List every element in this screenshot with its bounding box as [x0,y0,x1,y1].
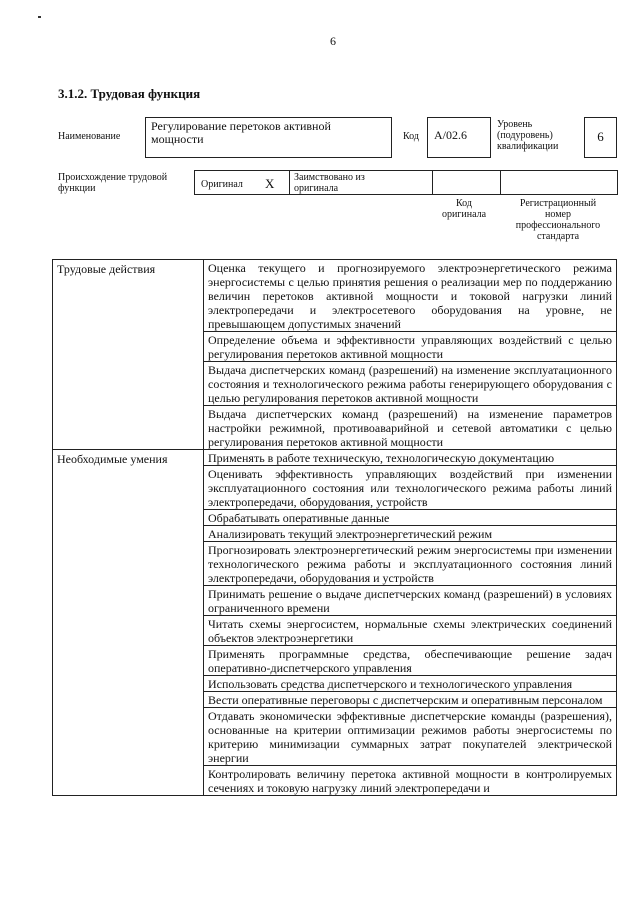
list-item: Применять в работе техническую, технологическую документацию [204,450,616,466]
level-label: Уровень (подуровень) квалификации [497,119,559,152]
origin-row [194,170,618,195]
list-item: Выдача диспетчерских команд (разрешений) на изменение параметров настройки режимной, противоаварийной и сетевой автоматики с целью регулирования перетоков активной мощности [208,407,612,449]
origin-reg-cell [501,171,617,194]
code-label: Код [403,131,419,142]
original-label: Оригинал [201,179,243,190]
code-caption: Код оригинала [441,198,487,220]
origin-label: Происхождение трудовой функции [58,172,168,194]
section-items [204,260,617,450]
list-item: Использовать средства диспетчерского и технологического управления [204,676,616,692]
section-row-skills [53,450,617,796]
origin-original-cell [195,171,290,194]
origin-borrowed-cell [290,171,433,194]
list-item: Прогнозировать электроэнергетический режим энергосистемы при изменении технологического режима работы и эксплуатационного состояния линий электропередачи, оборудования и устройств [204,542,616,586]
list-item: Принимать решение о выдаче диспетчерских команд (разрешений) в условиях ограниченного времени [204,586,616,616]
section-items [204,450,617,796]
list-item: Читать схемы энергосистем, нормальные схемы электрических соединений объектов электроэнергетики [204,616,616,646]
list-item: Обрабатывать оперативные данные [204,510,616,526]
list-item: Анализировать текущий электроэнергетический режим [204,526,616,542]
page-number: 6 [330,34,336,48]
list-item: Вести оперативные переговоры с диспетчерским и оперативным персоналом [204,692,616,708]
name-label: Наименование [58,131,121,142]
labor-function-table [52,259,617,796]
reg-caption: Регистрационный номер профессионального стандарта [515,198,601,242]
borrowed-label: Заимствовано из оригинала [294,172,365,194]
section-category: Необходимые умения [53,450,204,796]
scan-speck [38,16,41,18]
list-item: Выдача диспетчерских команд (разрешений) на изменение эксплуатационного состояния и технологического режима работы генерирующего оборудования с целью регулирования перетоков активной мощности [204,362,616,406]
section-category: Трудовые действия [53,260,204,450]
code-value: A/02.6 [427,117,491,158]
list-item: Оценка текущего и прогнозируемого электроэнергетического режима энергосистемы с целью принятия решения о реализации мер по поддержанию величин перетоков активной мощности и токовой нагрузки линий электропередачи и электросетевого оборудования на уровне, не превышающем допустимых значений [204,260,616,332]
list-item: Отдавать экономически эффективные диспетчерские команды (разрешения), основанные на критерии оптимизации режимов работы энергосистемы по критерию минимизации суммарных затрат покупателей электрической энергии [204,708,616,766]
list-item: Определение объема и эффективности управляющих воздействий с целью регулирования перетоков активной мощности [204,332,616,362]
name-value: Регулирование перетоков активной мощности [145,117,392,158]
section-title: 3.1.2. Трудовая функция [58,86,201,101]
list-item: Контролировать величину перетока активной мощности в контролируемых сечениях и токовую нагрузку линий электропередачи и [208,767,612,795]
original-mark: X [265,176,275,191]
section-row-actions [53,260,617,450]
list-item: Применять программные средства, обеспечивающие решение задач оперативно-диспетчерского управления [204,646,616,676]
list-item: Оценивать эффективность управляющих воздействий при изменении эксплуатационного состояния или технологического режима работы линий электропередачи, оборудования, устройств [204,466,616,510]
level-value: 6 [584,117,617,158]
origin-code-cell [433,171,501,194]
